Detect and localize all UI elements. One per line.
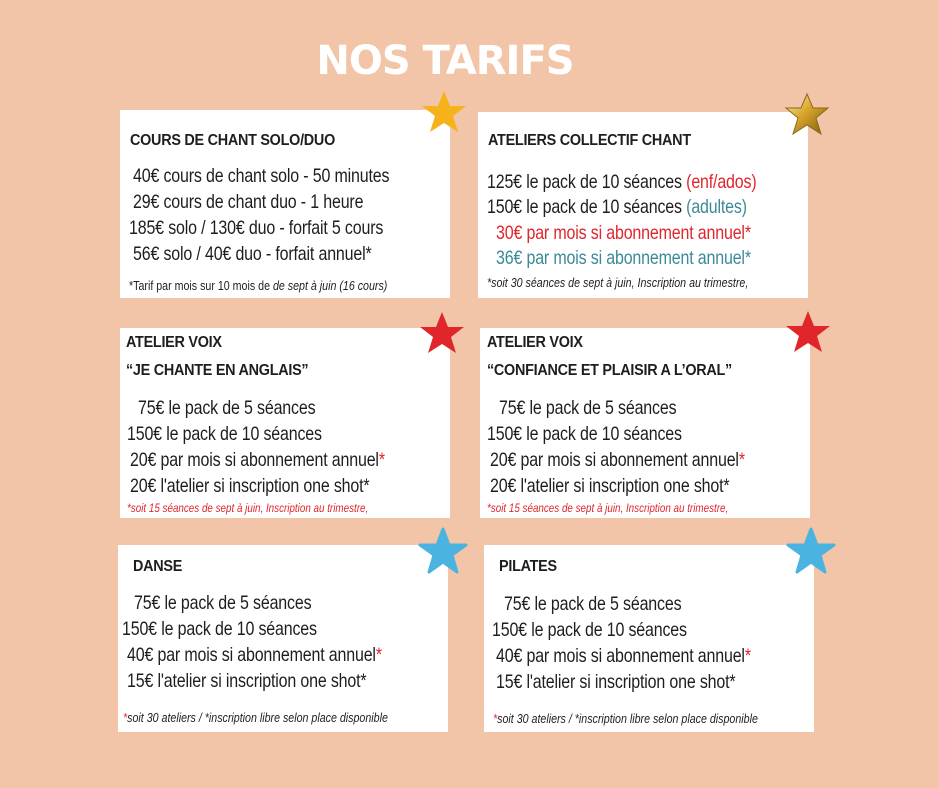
price-line: 36€ par mois si abonnement annuel* <box>496 247 751 269</box>
price-line: 29€ cours de chant duo - 1 heure <box>133 191 364 213</box>
price-line <box>487 196 747 219</box>
card-title: ATELIER VOIX <box>487 334 583 351</box>
asterisk-mark: * <box>493 711 498 726</box>
price-line: 15€ l'atelier si inscription one shot* <box>496 671 736 693</box>
price-line: 150€ le pack de 10 séances <box>487 423 682 445</box>
audience-label: (adultes) <box>686 196 747 218</box>
price-line <box>496 645 751 668</box>
asterisk-mark: * <box>123 710 128 725</box>
price-line <box>487 171 757 194</box>
price-text: 40€ par mois si abonnement annuel <box>127 644 376 666</box>
card-pilates <box>484 545 814 732</box>
asterisk-mark: * <box>738 449 745 471</box>
price-line: 75€ le pack de 5 séances <box>134 592 312 614</box>
footnote: *soit 15 séances de sept à juin, Inscription au trimestre, <box>127 501 369 515</box>
footnote <box>129 278 387 293</box>
page-title: NOS TARIFS <box>316 38 574 84</box>
price-line: 40€ cours de chant solo - 50 minutes <box>133 165 390 187</box>
card-cours-de-chant <box>120 110 450 298</box>
footnote <box>123 710 388 725</box>
card-title: DANSE <box>133 558 183 575</box>
price-line: 56€ solo / 40€ duo - forfait annuel* <box>133 243 372 265</box>
metallic-gold-star-icon <box>784 92 830 136</box>
card-danse <box>118 545 448 732</box>
card-atelier-voix-anglais <box>120 328 450 518</box>
price-line: 75€ le pack de 5 séances <box>138 397 316 419</box>
price-line: 30€ par mois si abonnement annuel* <box>496 222 751 244</box>
blue-star-icon <box>786 527 836 575</box>
asterisk-mark: * <box>378 449 385 471</box>
footnote-period: de sept à juin (16 cours) <box>272 278 388 293</box>
asterisk-mark: * <box>744 645 751 667</box>
footnote-text: soit 30 ateliers / *inscription libre selon place disponible <box>497 711 758 726</box>
price-line <box>490 449 745 472</box>
price-line <box>127 644 382 667</box>
footnote: *soit 30 séances de sept à juin, Inscription au trimestre, <box>487 275 749 290</box>
price-line: 75€ le pack de 5 séances <box>504 593 682 615</box>
card-subtitle: “CONFIANCE ET PLAISIR A L’ORAL” <box>487 362 732 379</box>
price-line <box>130 449 385 472</box>
price-line: 185€ solo / 130€ duo - forfait 5 cours <box>129 217 384 239</box>
price-line: 150€ le pack de 10 séances <box>122 618 317 640</box>
card-title: ATELIER VOIX <box>126 334 222 351</box>
price-line: 150€ le pack de 10 séances <box>127 423 322 445</box>
blue-star-icon <box>418 527 468 575</box>
gold-star-icon <box>420 89 468 135</box>
price-line: 75€ le pack de 5 séances <box>499 397 677 419</box>
price-line: 20€ l'atelier si inscription one shot* <box>490 475 730 497</box>
price-line: 20€ l'atelier si inscription one shot* <box>130 475 370 497</box>
card-ateliers-collectif-chant <box>478 112 808 298</box>
card-subtitle: “JE CHANTE EN ANGLAIS” <box>126 362 309 379</box>
price-line: 150€ le pack de 10 séances <box>492 619 687 641</box>
footnote-text: soit 30 ateliers / *inscription libre selon place disponible <box>127 710 388 725</box>
footnote-text: *Tarif par mois sur 10 mois de <box>129 278 273 293</box>
red-star-icon <box>418 310 466 356</box>
price-text: 20€ par mois si abonnement annuel <box>490 449 739 471</box>
price-text: 20€ par mois si abonnement annuel <box>130 449 379 471</box>
price-line: 15€ l'atelier si inscription one shot* <box>127 670 367 692</box>
footnote <box>493 711 758 726</box>
card-title: COURS DE CHANT SOLO/DUO <box>130 132 336 149</box>
price-text: 125€ le pack de 10 séances <box>487 171 687 193</box>
price-text: 150€ le pack de 10 séances <box>487 196 687 218</box>
red-star-icon <box>784 309 832 355</box>
audience-label: (enf/ados) <box>686 171 757 193</box>
card-atelier-voix-confiance <box>480 328 810 518</box>
card-title: ATELIERS COLLECTIF CHANT <box>488 132 691 149</box>
price-text: 40€ par mois si abonnement annuel <box>496 645 745 667</box>
asterisk-mark: * <box>375 644 382 666</box>
footnote: *soit 15 séances de sept à juin, Inscription au trimestre, <box>487 501 729 515</box>
card-title: PILATES <box>499 558 557 575</box>
